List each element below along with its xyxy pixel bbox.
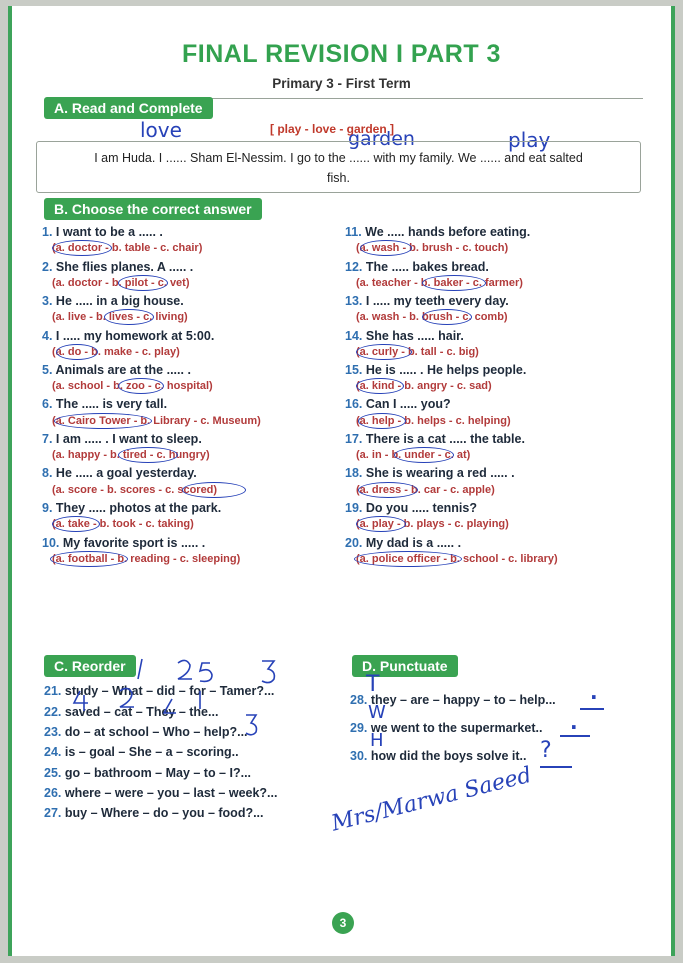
item-number: 23. — [44, 725, 62, 739]
options-18: (a. dress - b. car - c. apple) — [356, 484, 495, 496]
handwritten-capital-h: H — [370, 730, 384, 751]
question-number: 8. — [42, 466, 53, 480]
question-number: 10. — [42, 536, 60, 550]
question-text: There is a cat ..... the table. — [365, 432, 525, 446]
question-number: 18. — [345, 466, 363, 480]
question-13 — [345, 294, 509, 308]
item-number: 27. — [44, 806, 62, 820]
item-number: 24. — [44, 745, 62, 759]
question-20 — [345, 536, 461, 550]
question-9 — [42, 501, 221, 515]
question-16 — [345, 397, 451, 411]
item-number: 22. — [44, 705, 62, 719]
question-text: I want to be a ..... . — [55, 225, 163, 239]
question-5 — [42, 363, 191, 377]
section-b-tag: B. Choose the correct answer — [44, 198, 262, 220]
question-18 — [345, 466, 515, 480]
question-text: I am ..... . I want to sleep. — [55, 432, 202, 446]
question-text: He ..... in a big house. — [55, 294, 184, 308]
options-11: (a. wash - b. brush - c. touch) — [356, 242, 509, 254]
question-text: He is ..... . He helps people. — [365, 363, 527, 377]
options-14: (a. curly - b. tall - c. big) — [356, 346, 479, 358]
options-20: (a. police officer - b. school - c. library) — [356, 553, 558, 565]
question-text: Do you ..... tennis? — [365, 501, 477, 515]
options-19: (a. play - b. plays - c. playing) — [356, 518, 509, 530]
item-text: do – at school – Who – help?... — [64, 725, 248, 739]
item-text: go – bathroom – May – to – I?... — [64, 766, 252, 780]
question-text: The ..... bakes bread. — [365, 260, 489, 274]
question-number: 16. — [345, 397, 363, 411]
options-9: (a. take - b. took - c. taking) — [52, 518, 194, 530]
answer-circle — [358, 482, 418, 498]
options-10: (a. football - b. reading - c. sleeping) — [52, 553, 241, 565]
options-1: (a. doctor - b. table - c. chair) — [52, 242, 203, 254]
question-15 — [345, 363, 526, 377]
handwritten-garden: garden — [348, 128, 415, 150]
answer-circle — [54, 413, 152, 429]
question-10 — [42, 536, 205, 550]
question-text: She has ..... hair. — [365, 329, 464, 343]
question-text: Animals are at the ..... . — [55, 363, 191, 377]
passage-box — [36, 141, 641, 193]
options-16: (a. help - b. helps - c. helping) — [356, 415, 511, 427]
item-number: 25. — [44, 766, 62, 780]
question-19 — [345, 501, 477, 515]
item-text: buy – Where – do – you – food?... — [64, 806, 264, 820]
question-number: 7. — [42, 432, 53, 446]
question-17 — [345, 432, 525, 446]
handwritten-period-29: . — [570, 710, 578, 734]
passage-line-1: I am Huda. I ...... Sham El-Nessim. I go to the ...... with my family. We ...... and eat salted — [94, 151, 583, 165]
answer-circle — [422, 309, 472, 325]
item-text: we went to the supermarket.. — [370, 721, 543, 735]
answer-underline — [540, 766, 572, 768]
question-number: 4. — [42, 329, 53, 343]
question-4 — [42, 329, 214, 343]
question-number: 14. — [345, 329, 363, 343]
question-12 — [345, 260, 489, 274]
handwritten-love: love — [140, 118, 182, 142]
question-text: The ..... is very tall. — [55, 397, 168, 411]
section-a-tag: A. Read and Complete — [44, 97, 213, 119]
answer-circle — [182, 482, 246, 498]
item-number: 26. — [44, 786, 62, 800]
answer-circle — [422, 275, 486, 291]
handwritten-capital-t: T — [366, 672, 380, 697]
answer-circle — [52, 240, 112, 256]
item-number: 21. — [44, 684, 62, 698]
item-text: how did the boys solve it.. — [370, 749, 527, 763]
question-text: She is wearing a red ..... . — [365, 466, 515, 480]
answer-circle — [118, 447, 178, 463]
question-number: 5. — [42, 363, 53, 377]
question-number: 13. — [345, 294, 363, 308]
question-number: 9. — [42, 501, 53, 515]
reorder-ink-marks — [60, 655, 320, 825]
options-6: (a. Cairo Tower - b. Library - c. Museum) — [52, 415, 261, 427]
item-number: 28. — [350, 693, 368, 707]
answer-underline — [580, 708, 604, 710]
answer-circle — [356, 344, 412, 360]
word-bank: [ play - love - garden ] — [270, 122, 395, 136]
item-text: study – What – did – for – Tamer?... — [64, 684, 275, 698]
question-number: 1. — [42, 225, 53, 239]
answer-circle — [104, 309, 154, 325]
item-text: where – were – you – last – week?... — [64, 786, 278, 800]
question-number: 19. — [345, 501, 363, 515]
teacher-signature: Mrs/Marwa Saeed — [328, 762, 535, 837]
question-number: 11. — [345, 225, 362, 239]
punctuate-item-30 — [350, 749, 526, 763]
question-text: He ..... a goal yesterday. — [55, 466, 197, 480]
question-number: 12. — [345, 260, 363, 274]
handwritten-question-mark-30: ? — [540, 738, 552, 763]
question-number: 6. — [42, 397, 53, 411]
item-number: 29. — [350, 721, 368, 735]
page-subtitle: Primary 3 - First Term — [272, 76, 411, 91]
question-text: My favorite sport is ..... . — [62, 536, 206, 550]
options-7: (a. happy - b. tired - c. hungry) — [52, 449, 210, 461]
question-2 — [42, 260, 193, 274]
handwritten-play: play — [508, 128, 551, 152]
question-text: My dad is a ..... . — [365, 536, 462, 550]
answer-circle — [118, 378, 164, 394]
answer-circle — [50, 551, 128, 567]
handwritten-period-28: . — [590, 680, 598, 704]
answer-circle — [118, 275, 168, 291]
question-number: 2. — [42, 260, 53, 274]
answer-circle — [360, 240, 412, 256]
answer-circle — [56, 344, 98, 360]
question-number: 20. — [345, 536, 363, 550]
options-12: (a. teacher - b. baker - c. farmer) — [356, 277, 523, 289]
section-d-tag: D. Punctuate — [352, 655, 458, 677]
handwritten-capital-w: W — [368, 702, 386, 723]
question-text: She flies planes. A ..... . — [55, 260, 194, 274]
page-number-badge: 3 — [332, 912, 354, 934]
question-text: I ..... my homework at 5:00. — [55, 329, 215, 343]
question-number: 15. — [345, 363, 363, 377]
question-3 — [42, 294, 184, 308]
options-3: (a. live - b. lives - c. living) — [52, 311, 188, 323]
options-17: (a. in - b. under - c. at) — [356, 449, 471, 461]
question-text: They ..... photos at the park. — [55, 501, 222, 515]
passage-line-2: fish. — [327, 171, 350, 185]
options-15: (a. kind - b. angry - c. sad) — [356, 380, 492, 392]
question-7 — [42, 432, 202, 446]
question-text: Can I ..... you? — [365, 397, 451, 411]
answer-circle — [354, 551, 462, 567]
section-c-tag: C. Reorder — [44, 655, 136, 677]
item-text: saved – cat – They – the... — [64, 705, 219, 719]
question-11 — [345, 225, 530, 239]
answer-circle — [358, 413, 406, 429]
options-5: (a. school - b. zoo - c. hospital) — [52, 380, 213, 392]
answer-circle — [52, 516, 100, 532]
answer-circle — [356, 378, 404, 394]
item-text: they – are – happy – to – help... — [370, 693, 556, 707]
item-text: is – goal – She – a – scoring.. — [64, 745, 239, 759]
question-14 — [345, 329, 464, 343]
options-13: (a. wash - b. brush - c. comb) — [356, 311, 508, 323]
question-1 — [42, 225, 163, 239]
options-4: (a. do - b. make - c. play) — [52, 346, 180, 358]
options-2: (a. doctor - b. pilot - c. vet) — [52, 277, 190, 289]
options-8: (a. score - b. scores - c. scored) — [52, 484, 218, 496]
page-title: FINAL REVISION I PART 3 — [182, 40, 501, 68]
answer-underline — [560, 735, 590, 737]
answer-circle — [394, 447, 454, 463]
question-text: We ..... hands before eating. — [365, 225, 531, 239]
question-6 — [42, 397, 167, 411]
question-8 — [42, 466, 197, 480]
answer-circle — [356, 516, 406, 532]
question-number: 3. — [42, 294, 53, 308]
question-number: 17. — [345, 432, 363, 446]
item-number: 30. — [350, 749, 368, 763]
question-text: I ..... my teeth every day. — [365, 294, 509, 308]
